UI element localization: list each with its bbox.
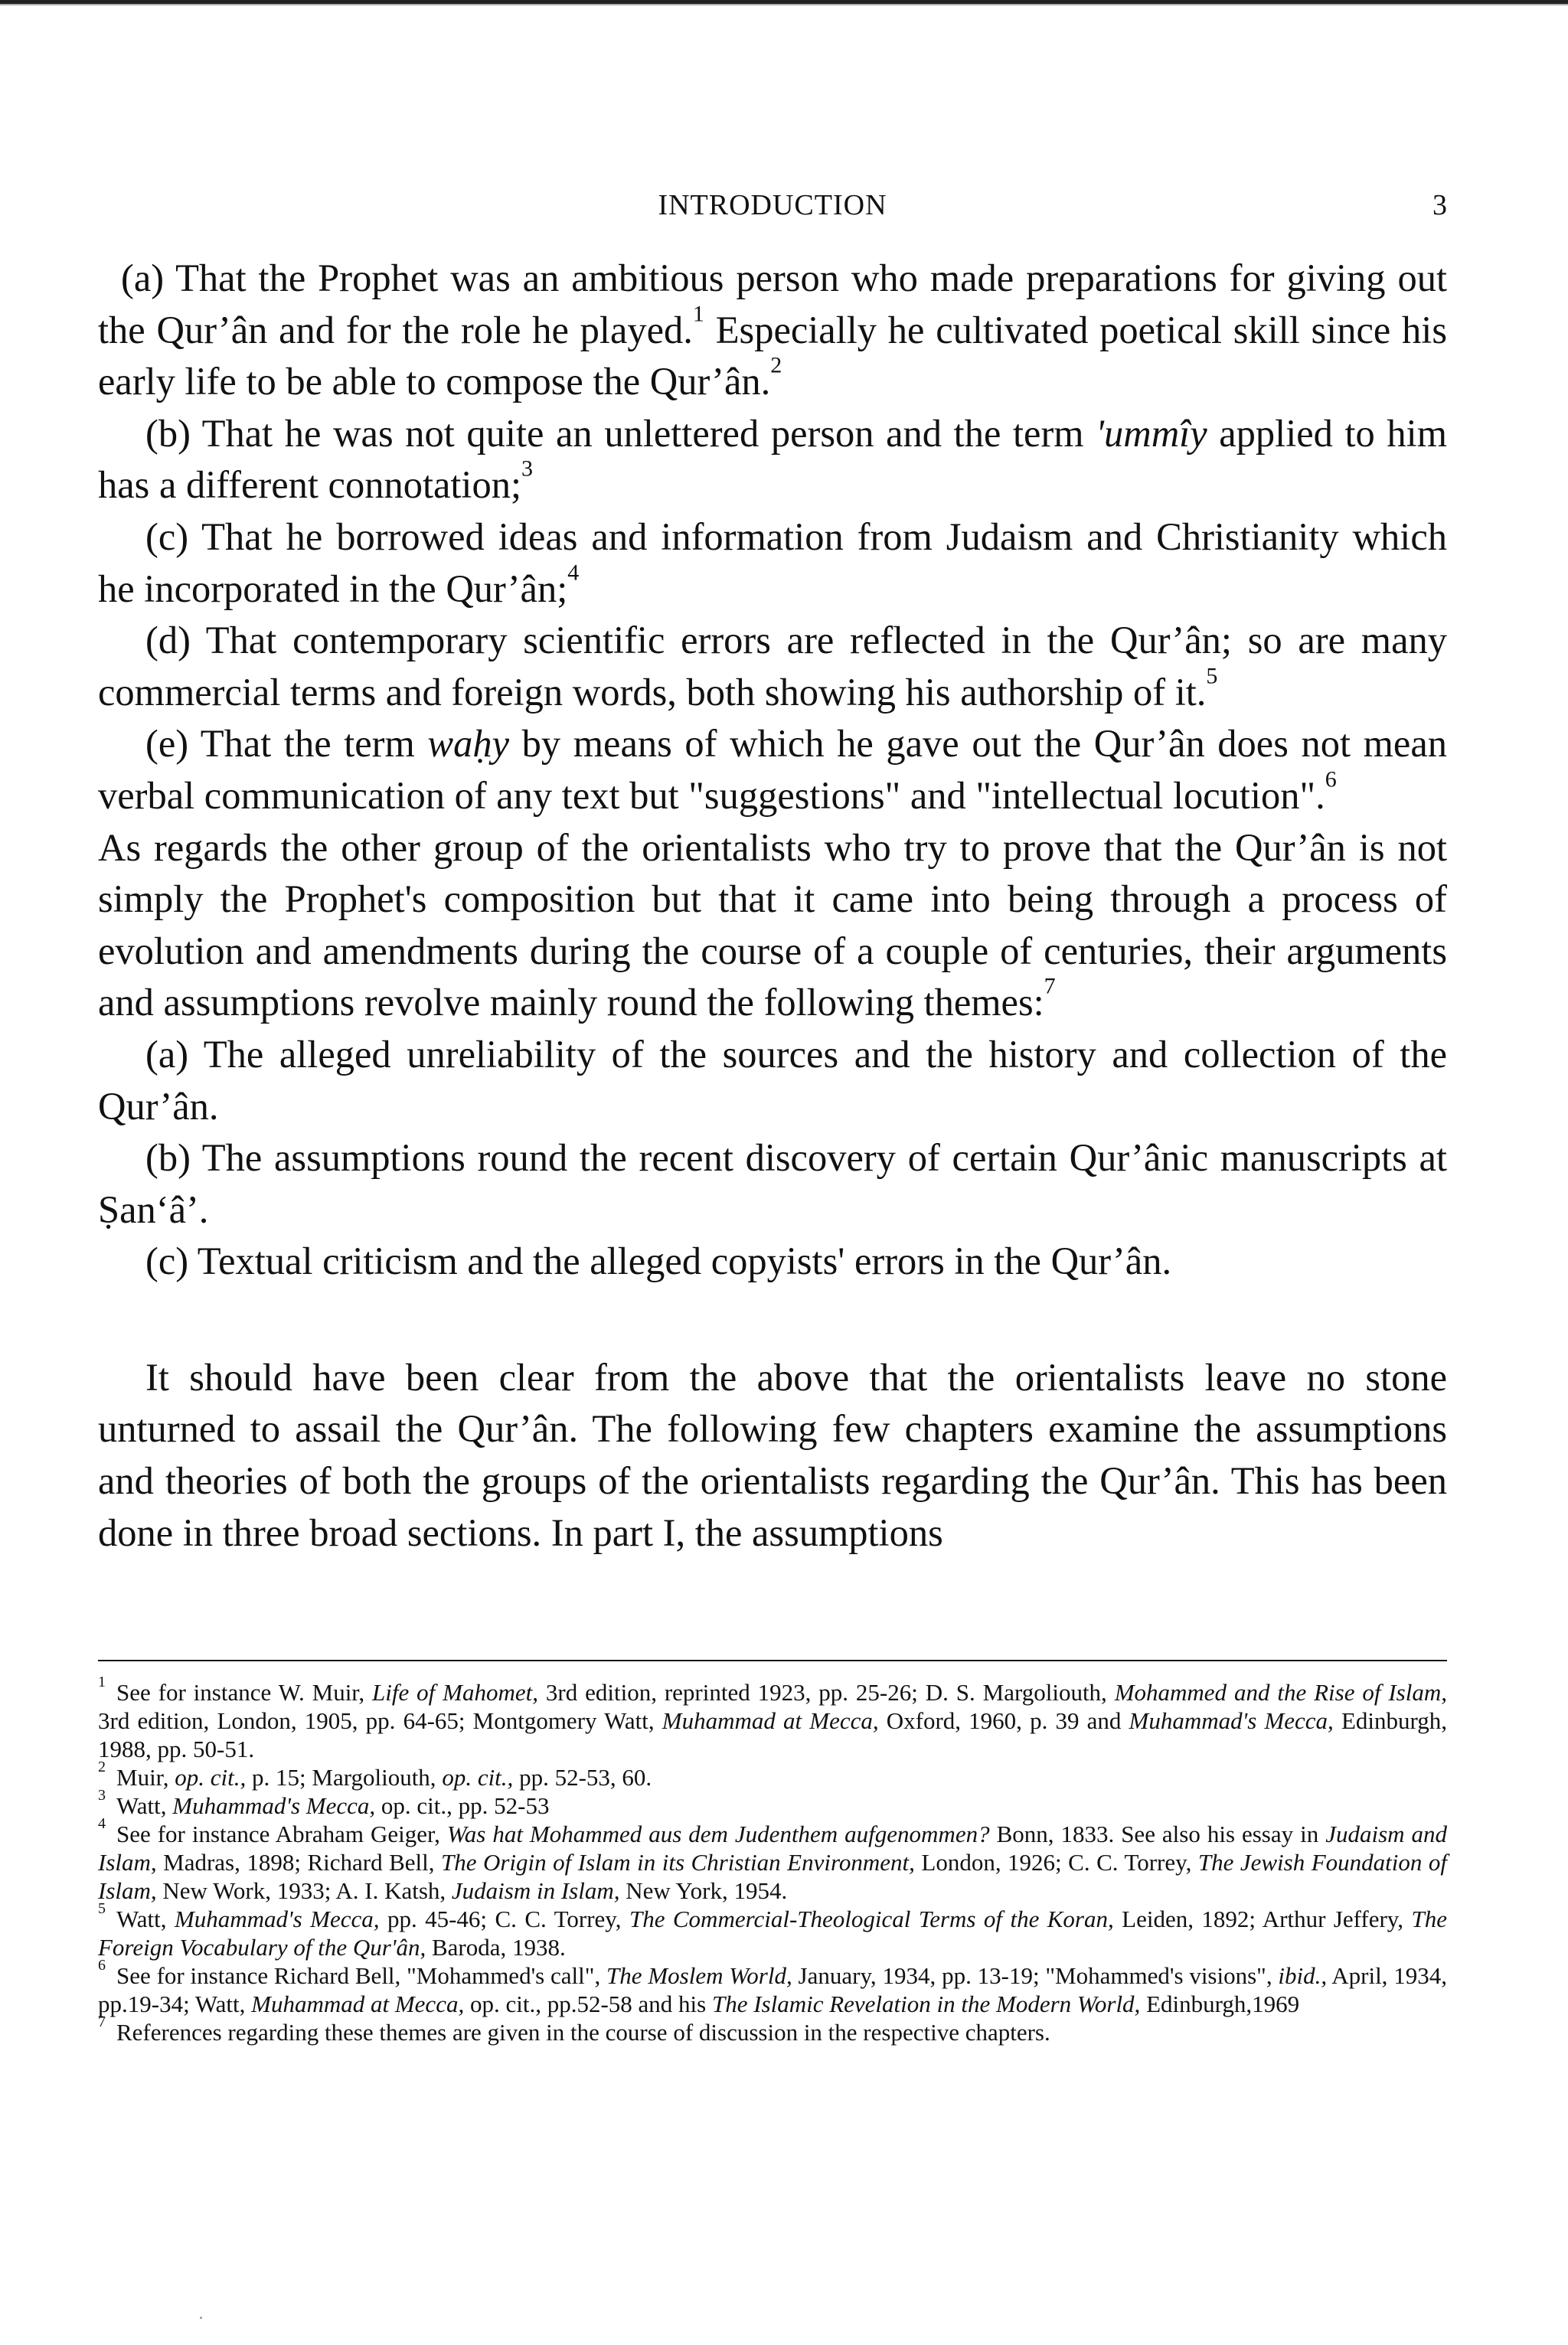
paragraph-c-text: (c) That he borrowed ideas and information from Judaism and Christianity which he incorporated in the Qur’ân;: [98, 514, 1447, 610]
footnote-5-text: Leiden, 1892; Arthur Jeffery,: [1113, 1906, 1412, 1932]
paragraph-d-text: (d) That contemporary scientific errors are reflected in the Qur’ân; so are many commercial terms and foreign words, both showing his authorship of it.: [98, 619, 1447, 714]
footnote-4-text: London, 1926; C. C. Torrey,: [914, 1849, 1198, 1876]
paragraph-gap: [98, 1288, 1447, 1352]
paragraph-final: It should have been clear from the above that the orientalists leave no stone unturned to assail the Qur’ân. The following few chapters examine the assumptions and theories of both the groups of the orientalists regarding the Qur’ân. This has been done in three broad sections. In part I, the assumptions: [98, 1355, 1447, 1554]
footnote-3-title: Muhammad's Mecca,: [172, 1792, 376, 1819]
footnote-3: [98, 1787, 1447, 1820]
body-text: [98, 253, 1447, 1559]
scan-speck: [200, 2317, 202, 2319]
footnote-6-text: April, 1934, pp.19-34; Watt,: [98, 1962, 1448, 2017]
footnote-6-title: ibid.,: [1278, 1962, 1328, 1989]
paragraph-e-text-2: by means of which he gave out the Qur’ân does not mean verbal communication of any text but "suggestions" and "intellectual locution".: [98, 722, 1448, 817]
footnote-5-number: 5: [98, 1900, 106, 1917]
footnote-1-text: Edinburgh, 1988, pp. 50-51.: [98, 1707, 1448, 1762]
footnote-3-text: op. cit., pp. 52-53: [375, 1792, 550, 1819]
footnote-1-title: Muhammad at Mecca,: [662, 1707, 879, 1734]
paragraph-a: [98, 253, 1447, 408]
footnote-1-title: Life of Mahomet,: [372, 1679, 538, 1706]
footnote-5-title: The Commercial-Theological Terms of the Koran,: [629, 1906, 1114, 1932]
footnote-5-text: pp. 45-46; C. C. Torrey,: [379, 1906, 629, 1932]
footnote-4-title: Was hat Mohammed aus dem Judenthem aufgenommen?: [446, 1821, 990, 1847]
footnote-7-number: 7: [98, 2013, 106, 2030]
footnote-4-title: The Origin of Islam in its Christian Environment,: [440, 1849, 915, 1876]
footnote-divider: [98, 1660, 1447, 1661]
footnote-ref-3[interactable]: 3: [521, 456, 533, 482]
footnote-6-title: The Islamic Revelation in the Modern World,: [711, 1991, 1141, 2017]
footnote-ref-2[interactable]: 2: [770, 352, 782, 378]
footnote-6-text: See for instance Richard Bell, "Mohammed's call",: [116, 1962, 607, 1989]
footnote-3-number: 3: [98, 1787, 106, 1804]
footnote-1-text: Oxford, 1960, p. 39 and: [878, 1707, 1129, 1734]
footnote-7: [98, 2013, 1447, 2046]
paragraph-as-regards-text: As regards the other group of the orientalists who try to prove that the Qur’ân is not simply the Prophet's composition but that it came into being through a process of evolution and amendments during the course of a couple of centuries, their arguments and assumptions revolve mainly round the following themes:: [98, 825, 1447, 1024]
footnote-5: [98, 1900, 1447, 1961]
footnote-ref-4[interactable]: 4: [567, 560, 580, 586]
footnote-6-title: Muhammad at Mecca,: [251, 1991, 465, 2017]
footnote-5-title: The Foreign Vocabulary of the Qur'ân,: [98, 1906, 1447, 1961]
paragraph-c: [98, 511, 1447, 615]
footnote-ref-7[interactable]: 7: [1044, 973, 1056, 999]
paragraph-b-text-1: (b) That he was not quite an unlettered person and the term: [145, 411, 1096, 455]
footnote-7-text: References regarding these themes are given in the course of discussion in the respective chapters.: [116, 2019, 1050, 2046]
footnote-5-text: Baroda, 1938.: [426, 1934, 566, 1961]
footnote-5-title: Muhammad's Mecca,: [174, 1906, 380, 1932]
paragraph-b-text-2: applied to him has a different connotation;: [98, 411, 1447, 507]
footnote-2-text: Muir,: [116, 1764, 175, 1791]
footnote-4-text: See for instance Abraham Geiger,: [116, 1821, 447, 1847]
footnote-4-text: New Work, 1933; A. I. Katsh,: [156, 1877, 452, 1904]
footnote-4-text: Bonn, 1833. See also his essay in: [989, 1821, 1326, 1847]
footnote-1-title: Mohammed and the Rise of Islam,: [1114, 1679, 1448, 1706]
page-number: 3: [1432, 189, 1447, 221]
footnote-6-text: January, 1934, pp. 13-19; "Mohammed's visions",: [792, 1962, 1279, 1989]
paragraph-e: [98, 718, 1447, 821]
footnote-3-text: Watt,: [116, 1792, 173, 1819]
footnote-4-number: 4: [98, 1815, 106, 1832]
footnote-4-text: New York, 1954.: [619, 1877, 788, 1904]
running-head: INTRODUCTION: [658, 189, 887, 221]
paragraph-as-regards: [98, 822, 1447, 1029]
footnote-ref-5[interactable]: 5: [1206, 663, 1218, 689]
footnote-4-text: Madras, 1898; Richard Bell,: [156, 1849, 441, 1876]
footnotes: [98, 1674, 1448, 2046]
paragraph-a-text-2: Especially he cultivated poetical skill since his early life to be able to compose the Qur’ân.: [98, 308, 1447, 403]
term-ummiy: 'ummîy: [1096, 411, 1207, 455]
top-scan-shadow: [0, 4, 1568, 6]
footnote-5-text: Watt,: [116, 1906, 175, 1932]
footnote-ref-1[interactable]: 1: [692, 301, 704, 327]
footnote-2-title: op. cit.,: [442, 1764, 514, 1791]
footnote-2: [98, 1759, 1447, 1791]
footnote-6-text: Edinburgh,1969: [1140, 1991, 1300, 2017]
footnote-2-number: 2: [98, 1759, 106, 1775]
footnote-2-title: op. cit.,: [175, 1764, 247, 1791]
footnote-1: [98, 1674, 1448, 1763]
footnote-1-text: See for instance W. Muir,: [116, 1679, 373, 1706]
footnote-ref-6[interactable]: 6: [1325, 766, 1337, 792]
footnote-2-text: p. 15; Margoliouth,: [246, 1764, 443, 1791]
footnote-1-text: 3rd edition, London, 1905, pp. 64-65; Montgomery Watt,: [98, 1707, 662, 1734]
paragraph-d: [98, 615, 1447, 718]
footnote-4-title: The Jewish Foundation of Islam,: [98, 1849, 1447, 1904]
footnote-4: [98, 1815, 1448, 1905]
paragraph-b2: (b) The assumptions round the recent discovery of certain Qur’ânic manuscripts at Ṣan‘â’.: [98, 1136, 1447, 1231]
footnote-1-title: Muhammad's Mecca,: [1129, 1707, 1334, 1734]
paragraph-b: [98, 408, 1447, 511]
footnote-1-text: 3rd edition, reprinted 1923, pp. 25-26; D. S. Margoliouth,: [538, 1679, 1115, 1706]
page-header: [98, 188, 1447, 227]
footnote-2-text: pp. 52-53, 60.: [513, 1764, 652, 1791]
footnote-6-number: 6: [98, 1957, 106, 1974]
footnote-1-number: 1: [98, 1674, 106, 1690]
paragraph-e-text-1: (e) That the term: [145, 722, 428, 766]
term-wahy: waḥy: [427, 722, 510, 766]
paragraph-a2: (a) The alleged unreliability of the sources and the history and collection of the Qur’ân.: [98, 1032, 1447, 1128]
footnote-4-title: Judaism and Islam,: [98, 1821, 1448, 1876]
footnote-6-title: The Moslem World,: [606, 1962, 792, 1989]
footnote-4-title: Judaism in Islam,: [451, 1877, 620, 1904]
footnote-6: [98, 1957, 1448, 2018]
paragraph-c2: (c) Textual criticism and the alleged copyists' errors in the Qur’ân.: [145, 1239, 1172, 1283]
footnote-6-text: op. cit., pp.52-58 and his: [464, 1991, 712, 2017]
paragraph-a-text-1: (a) That the Prophet was an ambitious person who made preparations for giving out the Qur’ân and for the role he played.: [98, 256, 1447, 351]
